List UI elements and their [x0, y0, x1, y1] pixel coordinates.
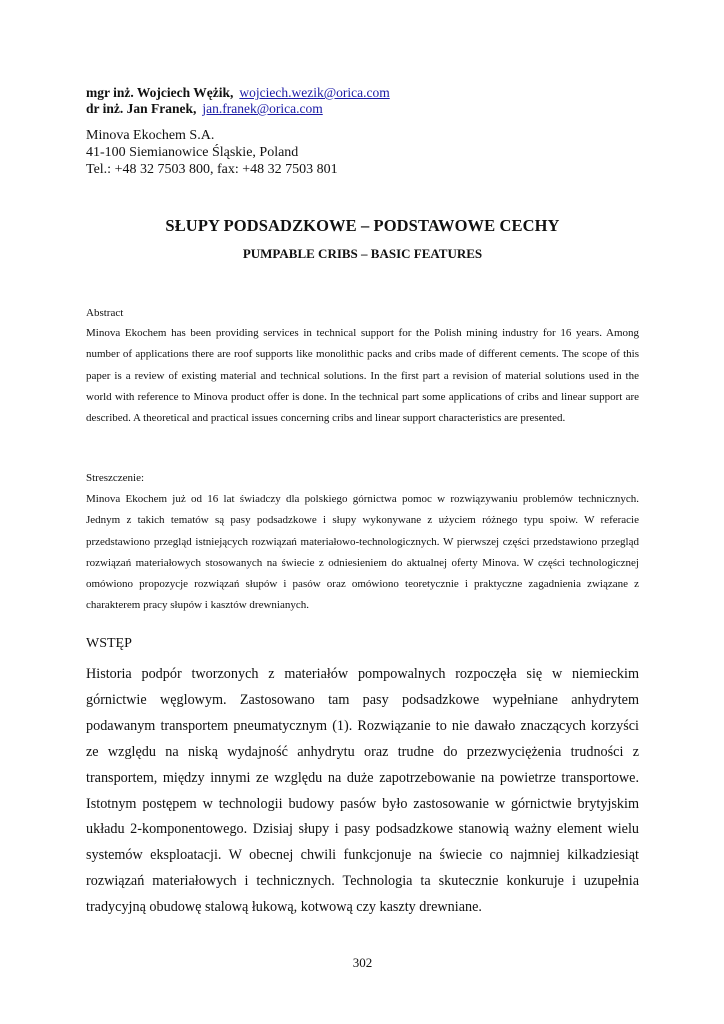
- affiliation-address: 41-100 Siemianowice Śląskie, Poland: [86, 145, 299, 160]
- affiliation-company: Minova Ekochem S.A.: [86, 128, 215, 143]
- section-heading: WSTĘP: [86, 636, 132, 651]
- author-name: dr inż. Jan Franek,: [86, 101, 197, 116]
- author-block: [86, 85, 390, 117]
- paper-subtitle: PUMPABLE CRIBS – BASIC FEATURES: [242, 246, 483, 261]
- author-email-link[interactable]: jan.franek@orica.com: [202, 101, 323, 116]
- streszczenie-heading: Streszczenie:: [86, 472, 145, 484]
- author-line: [86, 101, 390, 117]
- abstract-heading: Abstract: [86, 307, 124, 319]
- section-body-text: Historia podpór tworzonych z materiałów pompowalnych rozpoczęła się w niemieckim górnictwie węglowym. Zastosowano tam pasy podsadzkowe wypełniane anhydrytem podawanym transportem pneumatycznym (1). Rozwiązanie to nie dawało znaczących korzyści ze względu na niską wydajność anhydrytu oraz trudne do przezwyciężenia trudności z transportem, między innymi ze względu na duże zapotrzebowanie na powietrze transportowe. Istotnym postępem w technologii budowy pasów było zastosowanie w górnictwie brytyjskim układu 2-komponentowego. Dzisiaj słupy i pasy podsadzkowe stanowią ważny element wielu systemów eksploatacji. W obecnej chwili funkcjonuje na świecie co najmniej kilkadziesiąt rozwiązań materiałowych i technicznych. Technologia ta skutecznie konkuruje i uzupełnia tradycyjną obudowę stalową łukową, kotwową czy kaszty drewniane.: [86, 666, 639, 916]
- author-line: [86, 85, 390, 101]
- affiliation-block: [86, 127, 338, 178]
- paper-title: SŁUPY PODSADZKOWE – PODSTAWOWE CECHY: [165, 216, 560, 235]
- author-email-link[interactable]: wojciech.wezik@orica.com: [239, 85, 390, 100]
- page-number: 302: [352, 955, 373, 970]
- author-name: mgr inż. Wojciech Wężik,: [86, 85, 234, 100]
- abstract-text: Minova Ekochem has been providing services in technical support for the Polish mining industry for 16 years. Among number of applications there are roof supports like monolithic packs and cribs made of different cements. The scope of this paper is a review of existing material and technical solutions. In the first part a revision of material solutions used in the world with reference to Minova product offer is done. In the technical part some applications of cribs and linear support are described. A theoretical and practical issues concerning cribs and linear support characteristics are presented.: [86, 327, 639, 425]
- streszczenie-text: Minova Ekochem już od 16 lat świadczy dla polskiego górnictwa pomoc w rozwiązywaniu problemów technicznych. Jednym z takich tematów są pasy podsadzkowe i słupy wykonywane z użyciem różnego typu spoiw. W referacie przedstawiono przegląd istniejących rozwiązań materiałowo-technologicznych. W pierwszej części przedstawiono przegląd rozwiązań materiałowych stosowanych na świecie z odniesieniem do aktualnej oferty Minova. W części technologicznej omówiono propozycje rozwiązań słupów i pasów oraz omówiono teoretycznie i praktyczne zagadnienia związane z charakterem pracy słupów i kasztów drewnianych.: [86, 493, 639, 612]
- affiliation-contact: Tel.: +48 32 7503 800, fax: +48 32 7503 801: [86, 162, 338, 177]
